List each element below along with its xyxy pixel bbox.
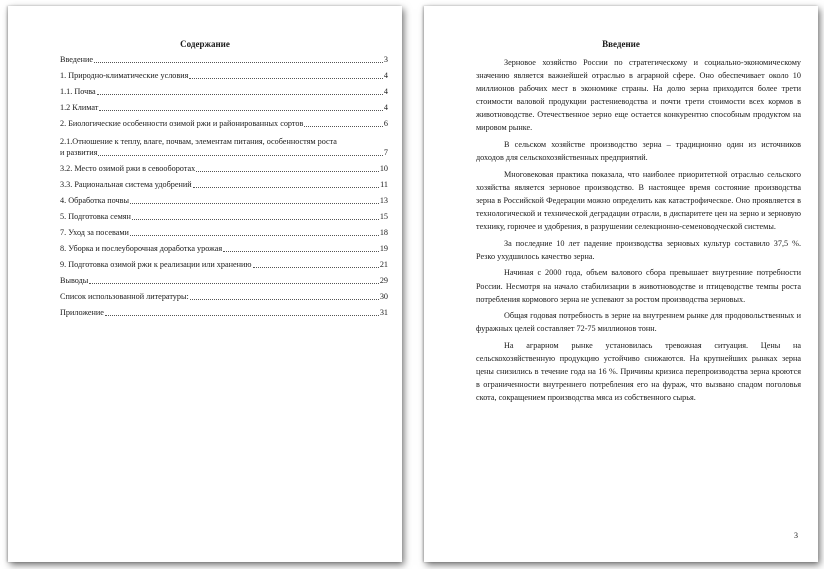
- toc-dot-leader: [94, 61, 383, 63]
- toc-dot-leader: [190, 298, 379, 300]
- body-paragraph: Начиная с 2000 года, объем валового сбора превышает внутренние потребности России. Несмотря на начало стабилизации в животноводстве и птицеводстве темпы роста потребления кормового зерна не успевают за ростом производства зерновых.: [476, 268, 801, 304]
- toc-dot-leader: [193, 186, 379, 188]
- toc-dot-leader: [304, 125, 383, 127]
- toc-entry-text: Введение: [60, 55, 94, 64]
- toc-entry: [60, 103, 388, 113]
- toc-entry: [60, 228, 388, 238]
- body-paragraph: Общая годовая потребность в зерне на внутреннем рынке для продовольственных и фуражных целей составляет 72-75 миллионов тонн.: [476, 311, 801, 334]
- toc-entry-text: 3.2. Место озимой ржи в севооборотах: [60, 164, 196, 173]
- toc-entry-page: 15: [379, 212, 388, 221]
- toc-entry-page: 31: [379, 308, 388, 317]
- toc-entry-page: 6: [383, 119, 388, 128]
- toc-entry: [60, 308, 388, 318]
- toc-dot-leader: [98, 154, 383, 156]
- toc-entry-page: 7: [383, 148, 388, 157]
- toc-entry-page: 10: [379, 164, 388, 173]
- toc-entry: [60, 292, 388, 302]
- toc-entry-page: 13: [379, 196, 388, 205]
- toc-entry-text: 2.1.Отношение к теплу, влаге, почвам, элементам питания, особенностям роста: [60, 137, 337, 146]
- toc-entry: [60, 212, 388, 222]
- page-number: 3: [794, 531, 798, 540]
- toc-list: [60, 55, 388, 324]
- toc-entry: [60, 196, 388, 206]
- toc-dot-leader: [132, 218, 379, 220]
- toc-dot-leader: [253, 266, 379, 268]
- toc-dot-leader: [130, 202, 379, 204]
- toc-entry: [60, 244, 388, 254]
- introduction-title: Введение: [602, 39, 640, 49]
- toc-entry-page: 30: [379, 292, 388, 301]
- body-paragraph: Зерновое хозяйство России по стратегическому и социально-экономическому значению является важнейшей отраслью в аграрной сфере. Оно обеспечивает около 10 миллионов рабочих мест в экономике страны. На долю зерна приходится более трети стоимости валовой продукции растениеводства и почти трети стоимости всех кормов в животноводстве. Отечественное зерно еще остается конкурентно способным продуктом на мировом рынке.: [476, 58, 801, 133]
- toc-entry-page: 21: [379, 260, 388, 269]
- toc-title: Содержание: [180, 39, 230, 49]
- toc-dot-leader: [99, 109, 383, 111]
- toc-entry-page: 11: [380, 180, 388, 189]
- toc-entry: [60, 71, 388, 81]
- toc-entry-page: 4: [383, 71, 388, 80]
- introduction-page: [424, 6, 818, 562]
- toc-entry: [60, 87, 388, 97]
- toc-entry: [60, 164, 388, 174]
- toc-entry-text: 1. Природно-климатические условия: [60, 71, 189, 80]
- toc-dot-leader: [189, 77, 383, 79]
- toc-dot-leader: [105, 314, 379, 316]
- toc-entry-text-continued: и развития: [60, 148, 98, 157]
- body-paragraph: За последние 10 лет падение производства зерновых культур составило 37,5 %. Резко ухудшилось качество зерна.: [476, 238, 801, 261]
- body-paragraph: Многовековая практика показала, что наиболее приоритетной отраслью сельского хозяйства является зерновое производство. В настоящее время состояние производства зерна в Российской Федерации можно определить как катастрофическое. Оно проявляется в технологической и технической деградации отрасли, в диспаритете цен на зерно и зерновую технику, горючее и удобрения, в разрушении селекционно-семеноводческой системы.: [476, 169, 801, 232]
- toc-page: [8, 6, 402, 562]
- toc-dot-leader: [196, 170, 379, 172]
- toc-entry-page: 29: [379, 276, 388, 285]
- toc-entry: [60, 260, 388, 270]
- toc-entry-text: 1.2 Климат: [60, 103, 99, 112]
- toc-entry-text: 8. Уборка и послеуборочная доработка урожая: [60, 244, 223, 253]
- toc-entry-text: 2. Биологические особенности озимой ржи и районированных сортов: [60, 119, 304, 128]
- toc-entry: [60, 135, 388, 158]
- toc-entry-page: 3: [383, 55, 388, 64]
- toc-entry-text: 3.3. Рациональная система удобрений: [60, 180, 192, 189]
- toc-dot-leader: [97, 93, 383, 95]
- toc-entry-page: 4: [383, 87, 388, 96]
- toc-entry: [60, 119, 388, 129]
- body-paragraph: На аграрном рынке установилась тревожная ситуация. Цены на сельскохозяйственную продукцию устойчиво снижаются. На крупнейших рынках зерна цены снизились в течение года на 16 %. Причины кризиса перепроизводства зерна кроются в ограниченности внутреннего потребления его на фураж, что вызвано спадом поголовья скота, сокращением производства мяса из собственного сырья.: [476, 340, 801, 403]
- toc-entry-page: 18: [379, 228, 388, 237]
- toc-entry: [60, 180, 388, 190]
- toc-entry-text: 4. Обработка почвы: [60, 196, 130, 205]
- toc-dot-leader: [130, 234, 379, 236]
- toc-entry-text: 9. Подготовка озимой ржи к реализации или хранению: [60, 260, 252, 269]
- introduction-body: [476, 56, 801, 408]
- toc-entry: [60, 276, 388, 286]
- toc-entry-text: Список использованной литературы:: [60, 292, 189, 301]
- toc-entry-text: 7. Уход за посевами: [60, 228, 129, 237]
- toc-entry-text: Приложение: [60, 308, 104, 317]
- toc-dot-leader: [89, 282, 379, 284]
- toc-entry-text: Выводы: [60, 276, 89, 285]
- toc-entry-page: 4: [383, 103, 388, 112]
- toc-entry: [60, 55, 388, 65]
- toc-entry-text: 5. Подготовка семян: [60, 212, 131, 221]
- toc-entry-text: 1.1. Почва: [60, 87, 96, 96]
- toc-dot-leader: [223, 250, 379, 252]
- body-paragraph: В сельском хозяйстве производство зерна – традиционно один из источников доходов для сельскохозяйственных предприятий.: [476, 140, 801, 163]
- toc-entry-page: 19: [379, 244, 388, 253]
